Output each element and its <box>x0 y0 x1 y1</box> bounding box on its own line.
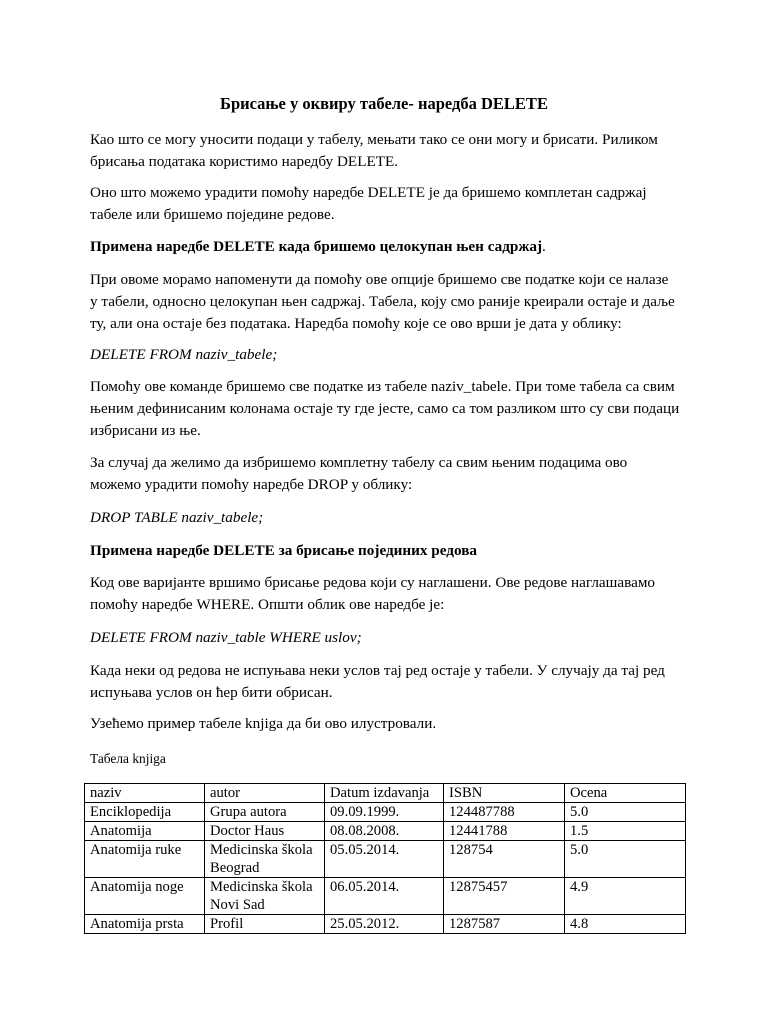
table-row <box>85 803 686 822</box>
table-header-row <box>85 784 686 803</box>
table-row <box>85 841 686 878</box>
table-cell: 1287587 <box>444 915 565 934</box>
cell-line: Doctor Haus <box>210 823 285 839</box>
paragraph-condition <box>90 660 690 704</box>
text-line: можемо урадити помоћу наредбе DROP у облику: <box>90 475 413 493</box>
table-cell: 06.05.2014. <box>325 878 444 915</box>
table-cell: Anatomija ruke <box>85 841 205 878</box>
heading-tail: . <box>542 238 546 255</box>
paragraph-where <box>90 572 690 616</box>
text-line: испуњава услов он ћер бити обрисан. <box>90 683 333 701</box>
code-delete-where: DELETE FROM naziv_table WHERE uslov; <box>90 629 362 646</box>
code-drop-table: DROP TABLE naziv_tabele; <box>90 509 264 526</box>
table-cell: 124487788 <box>444 803 565 822</box>
text-line: Када неки од редова не испуњава неки услов тај ред остаје у табели. У случају да тај ред <box>90 662 665 679</box>
cell-line: Novi Sad <box>210 897 265 913</box>
table-cell: 09.09.1999. <box>325 803 444 822</box>
table-cell <box>205 878 325 915</box>
table-header-cell: naziv <box>85 784 205 803</box>
text-line: избрисани из ње. <box>90 421 201 439</box>
table-header-cell: ISBN <box>444 784 565 803</box>
paragraph-delete-all <box>90 269 690 334</box>
table-cell: Anatomija noge <box>85 878 205 915</box>
paragraph-delete-options <box>90 182 690 226</box>
section-heading-delete-all <box>90 236 690 258</box>
text-line: Помоћу ове команде бришемо све податке из табеле naziv_tabele. При томе табела са свим <box>90 378 675 395</box>
text-line: њеним дефинисаним колонама остаје ту где јесте, само са том разликом што су сви подаци <box>90 399 680 417</box>
cell-line: Medicinska škola <box>210 842 313 858</box>
paragraph-command-explanation <box>90 376 690 441</box>
text-line: брисања података користимо наредбу DELETE. <box>90 152 399 170</box>
table-cell: 5.0 <box>565 803 686 822</box>
table-row <box>85 822 686 841</box>
text-line: При овоме морамо напоменути да помоћу ове опције бришемо све податке који се налазе <box>90 271 669 288</box>
text-line: помоћу наредбе WHERE. Општи облик ове наредбе је: <box>90 595 445 613</box>
table-cell <box>205 841 325 878</box>
table-cell <box>205 915 325 934</box>
table-header-cell: Datum izdavanja <box>325 784 444 803</box>
table-caption: Табела knjiga <box>90 751 166 766</box>
table-cell: 4.9 <box>565 878 686 915</box>
table-cell: 1.5 <box>565 822 686 841</box>
cell-line: Beograd <box>210 860 260 876</box>
table-header-cell: autor <box>205 784 325 803</box>
table-cell: 128754 <box>444 841 565 878</box>
cell-line: Grupa autora <box>210 804 287 820</box>
text-line: Оно што можемо урадити помоћу наредбе DELETE је да бришемо комплетан садржај <box>90 184 647 201</box>
text-line: у табели, односно целокупан њен садржај. Табела, коју смо раније креирали остаје и даље <box>90 292 675 310</box>
paragraph-drop <box>90 452 690 496</box>
table-cell: 4.8 <box>565 915 686 934</box>
text-line: Као што се могу уносити подаци у табелу, мењати тако се они могу и брисати. Риликом <box>90 131 658 148</box>
cell-line: Medicinska škola <box>210 879 313 895</box>
table-cell <box>205 822 325 841</box>
text-line: табеле или бришемо поједине редове. <box>90 205 335 223</box>
text-line: ту, али она остаје без података. Наредба помоћу које се ово врши је дата у облику: <box>90 314 622 332</box>
table-cell: Anatomija prsta <box>85 915 205 934</box>
text-line: Код ове варијанте вршимо брисање редова који су наглашени. Ове редове наглашавамо <box>90 574 656 591</box>
table-cell: 5.0 <box>565 841 686 878</box>
section-heading-delete-rows: Примена наредбе DELETE за брисање појединих редова <box>90 542 477 559</box>
paragraph-example: Узећемо пример табеле knjiga да би ово илустровали. <box>90 715 437 732</box>
heading-bold-text: Примена наредбе DELETE када бришемо целокупан њен садржај <box>90 238 543 255</box>
table-cell: Anatomija <box>85 822 205 841</box>
table-cell: Enciklopedija <box>85 803 205 822</box>
table-cell: 12875457 <box>444 878 565 915</box>
books-table <box>84 783 686 934</box>
cell-line: Profil <box>210 916 244 932</box>
text-line: За случај да желимо да избришемо комплетну табелу са свим њеним подацима ово <box>90 454 628 471</box>
document-title: Брисање у оквиру табеле- наредба DELETE <box>220 94 548 113</box>
paragraph-intro <box>90 129 690 173</box>
table-row <box>85 915 686 934</box>
table-header-cell: Ocena <box>565 784 686 803</box>
table-cell: 05.05.2014. <box>325 841 444 878</box>
code-delete-from: DELETE FROM naziv_tabele; <box>90 346 278 363</box>
table-row <box>85 878 686 915</box>
table-cell <box>205 803 325 822</box>
table-cell: 08.08.2008. <box>325 822 444 841</box>
table-cell: 12441788 <box>444 822 565 841</box>
table-cell: 25.05.2012. <box>325 915 444 934</box>
